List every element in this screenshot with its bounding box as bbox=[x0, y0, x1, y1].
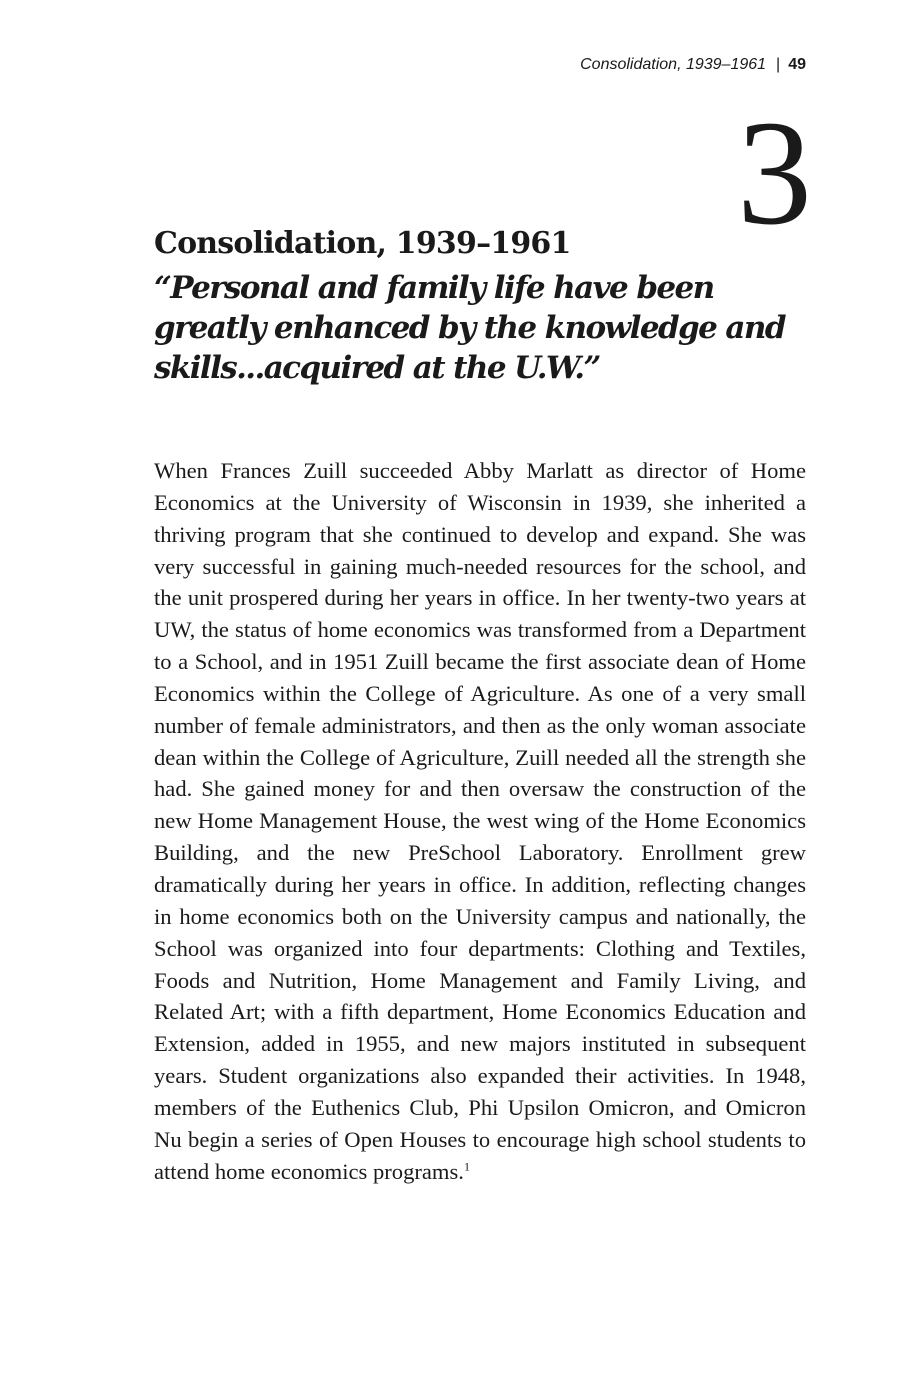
page-number: 49 bbox=[788, 56, 806, 73]
running-head-title: Consolidation, 1939–1961 bbox=[580, 56, 767, 73]
chapter-number: 3 bbox=[737, 90, 812, 256]
chapter-epigraph: “Personal and family life have been greatly enhanced by the knowledge and skills...acquired at the U.W.” bbox=[154, 270, 785, 386]
running-head-separator: | bbox=[776, 56, 781, 73]
chapter-title: Consolidation, 1939–1961 bbox=[154, 226, 571, 261]
body-paragraph bbox=[154, 455, 806, 1187]
running-head bbox=[580, 55, 806, 75]
body-paragraph-text: When Frances Zuill succeeded Abby Marlatt as director of Home Economics at the University of Wisconsin in 1939, she inherited a thriving program that she continued to develop and expand. She was very successful in gaining much-needed resources for the school, and the unit prospered during her years in office. In her twenty-two years at UW, the status of home economics was transformed from a Department to a School, and in 1951 Zuill became the first associate dean of Home Economics within the College of Agriculture. As one of a very small number of female administrators, and then as the only woman associate dean within the College of Agriculture, Zuill needed all the strength she had. She gained money for and then oversaw the construction of the new Home Management House, the west wing of the Home Economics Building, and the new PreSchool Laboratory. Enrollment grew dramatically during her years in office. In addition, reflecting changes in home economics both on the University campus and nationally, the School was organized into four departments: Clothing and Textiles, Foods and Nutrition, Home Management and Family Living, and Related Art; with a fifth department, Home Economics Education and Extension, added in 1955, and new majors instituted in subsequent years. Student organizations also expanded their activities. In 1948, members of the Euthenics Club, Phi Upsilon Omicron, and Omicron Nu begin a series of Open Houses to encourage high school students to attend home economics programs. bbox=[154, 458, 806, 1184]
footnote-reference[interactable]: 1 bbox=[463, 1159, 470, 1174]
